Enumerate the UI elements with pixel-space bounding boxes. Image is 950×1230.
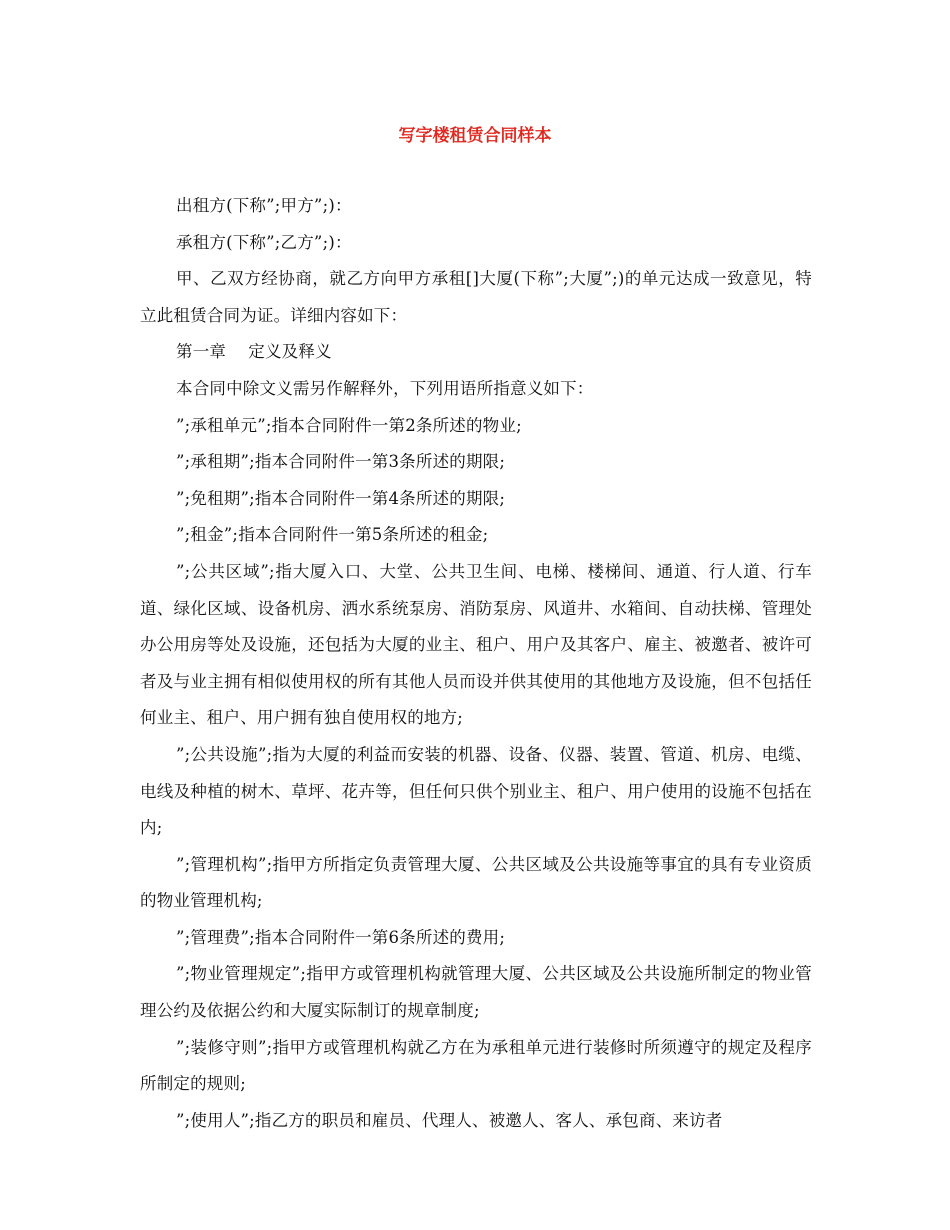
definition-property-rules: ”;物业管理规定”;指甲方或管理机构就管理大厦、公共区域及公共设施所制定的物业管理公约及依据公约和大厦实际制订的规章制度; [140,964,812,1021]
definition-users: ”;使用人”;指乙方的职员和雇员、代理人、被邀人、客人、承包商、来访者 [176,1110,723,1130]
definition-renovation-rules: ”;装修守则”;指甲方或管理机构就乙方在为承租单元进行装修时所须遵守的规定及程序所制定的规则; [140,1037,812,1094]
paragraph-lessor: 出租方(下称”;甲方”;)： [176,196,352,215]
definition-rent-free-period: ”;免租期”;指本合同附件一第4条所述的期限; [176,488,506,508]
definition-public-facilities: ”;公共设施”;指为大厦的利益而安装的机器、设备、仪器、装置、管道、机房、电缆、电线及种植的树木、草坪、花卉等，但任何只供个别业主、租户、用户使用的设施不包括在内; [140,744,812,838]
paragraph-preamble: 甲、乙双方经协商，就乙方向甲方承租[]大厦(下称”;大厦”;)的单元达成一致意见，特立此租赁合同为证。详细内容如下： [140,269,812,325]
definition-management-agency: ”;管理机构”;指甲方所指定负责管理大厦、公共区域及公共设施等事宜的具有专业资质的物业管理机构; [140,854,812,911]
definition-public-area: ”;公共区域”;指大厦入口、大堂、公共卫生间、电梯、楼梯间、通道、行人道、行车道、绿化区域、设备机房、洒水系统泵房、消防泵房、风道井、水箱间、自动扶梯、管理处办公用房等处及设施，还包括为大厦的业主、租户、用户及其客户、雇主、被邀者、被许可者及与业主拥有相似使用权的所有其他人员而设并供其使用的其他地方及设施，但不包括任何业主、租户、用户拥有独自使用权的地方; [140,561,812,728]
definition-management-fee: ”;管理费”;指本合同附件一第6条所述的费用; [176,927,506,947]
definition-lease-term: ”;承租期”;指本合同附件一第3条所述的期限; [176,452,506,472]
definition-leased-unit: ”;承租单元”;指本合同附件一第2条所述的物业; [176,415,522,435]
chapter-heading: 第一章 定义及释义 [176,342,332,362]
document-title: 写字楼租赁合同样本 [398,126,552,146]
paragraph-definitions-intro: 本合同中除文义需另作解释外，下列用语所指意义如下： [176,378,594,398]
definition-rent: ”;租金”;指本合同附件一第5条所述的租金; [176,525,489,545]
paragraph-lessee: 承租方(下称”;乙方”;)： [176,232,352,252]
document-body [140,188,812,1139]
